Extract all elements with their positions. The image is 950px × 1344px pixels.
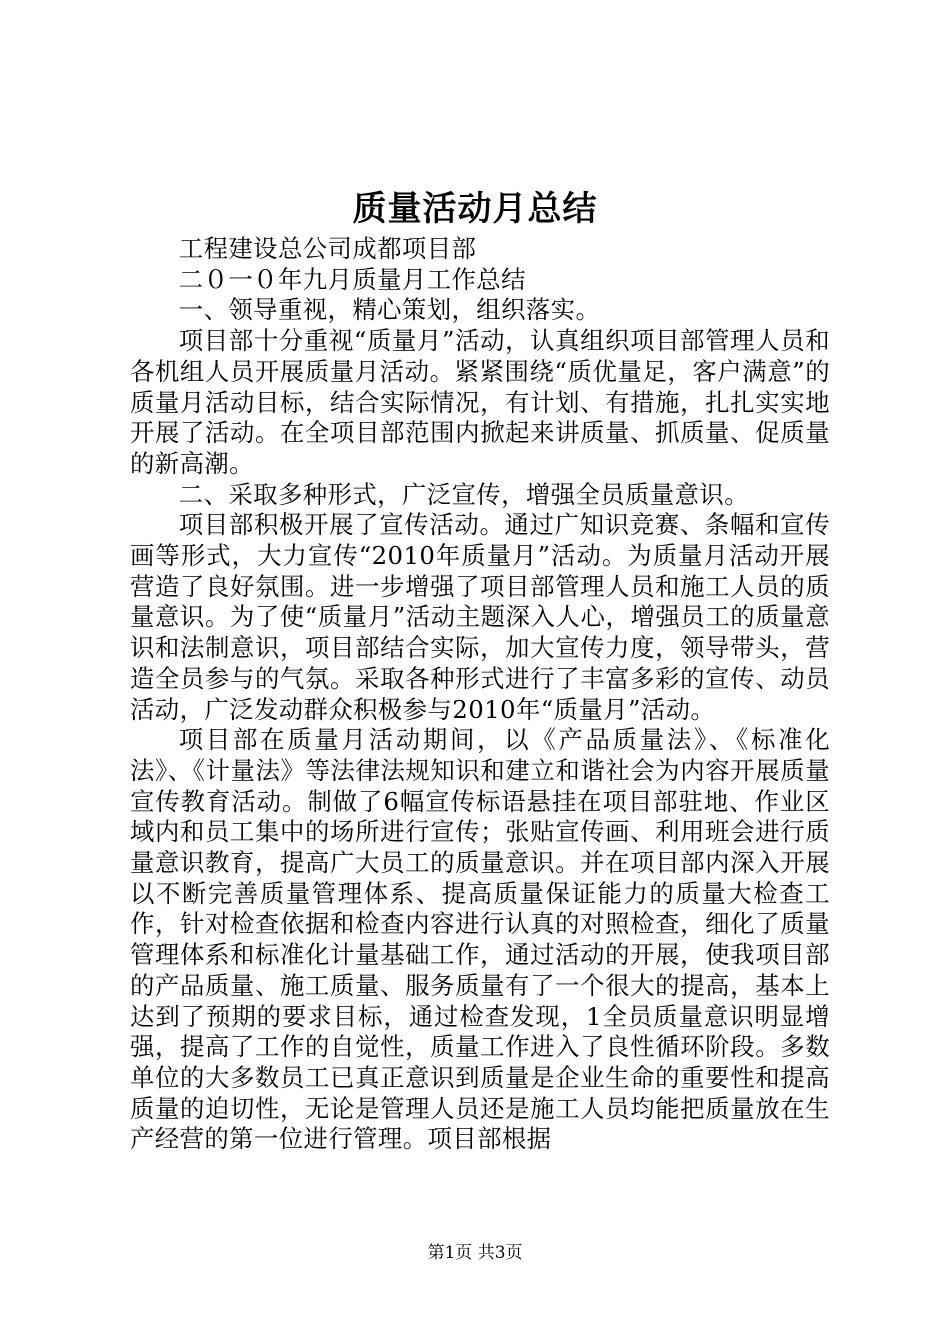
- body-paragraph: 项目部十分重视“质量月”活动，认真组织项目部管理人员和各机组人员开展质量月活动。紧紧围绕“质优量足，客户满意”的质量月活动目标，结合实际情况，有计划、有措施，扎扎实实地开展了活动。在全项目部范围内掀起来讲质量、抓质量、促质量的新高潮。: [130, 326, 830, 478]
- body-paragraph: 项目部积极开展了宣传活动。通过广知识竞赛、条幅和宣传画等形式，大力宣传“2010年质量月”活动。为质量月活动开展营造了良好氛围。进一步增强了项目部管理人员和施工人员的质量意识。为了使“质量月”活动主题深入人心，增强员工的质量意识和法制意识，项目部结合实际，加大宣传力度，领导带头，营造全员参与的气氛。采取各种形式进行了丰富多彩的宣传、动员活动，广泛发动群众积极参与2010年“质量月”活动。: [130, 510, 830, 724]
- document-body: [130, 234, 830, 1155]
- section-heading-2: 二、采取多种形式，广泛宣传，增强全员质量意识。: [178, 479, 749, 509]
- section-heading-1: 一、领导重视，精心策划，组织落实。: [178, 295, 601, 325]
- page-number: 第1页 共3页: [427, 1243, 523, 1263]
- document-title: 质量活动月总结: [352, 189, 598, 229]
- body-paragraph-org: 工程建设总公司成都项目部: [178, 234, 477, 263]
- body-paragraph: 项目部在质量月活动期间，以《产品质量法》、《标准化法》、《计量法》等法律法规知识和建立和谐社会为内容开展质量宣传教育活动。制做了6幅宣传标语悬挂在项目部驻地、作业区域内和员工集中的场所进行宣传；张贴宣传画、利用班会进行质量意识教育，提高广大员工的质量意识。并在项目部内深入开展以不断完善质量管理体系、提高质量保证能力的质量大检查工作，针对检查依据和检查内容进行认真的对照检查，细化了质量管理体系和标准化计量基础工作，通过活动的开展，使我项目部的产品质量、施工质量、服务质量有了一个很大的提高，基本上达到了预期的要求目标，通过检查发现，1全员质量意识明显增强，提高了工作的自觉性，质量工作进入了良性循环阶段。多数单位的大多数员工已真正意识到质量是企业生命的重要性和提高质量的迫切性，无论是管理人员还是施工人员均能把质量放在生产经营的第一位进行管理。项目部根据: [130, 725, 830, 1154]
- body-paragraph-subtitle: 二０一０年九月质量月工作总结: [178, 264, 526, 294]
